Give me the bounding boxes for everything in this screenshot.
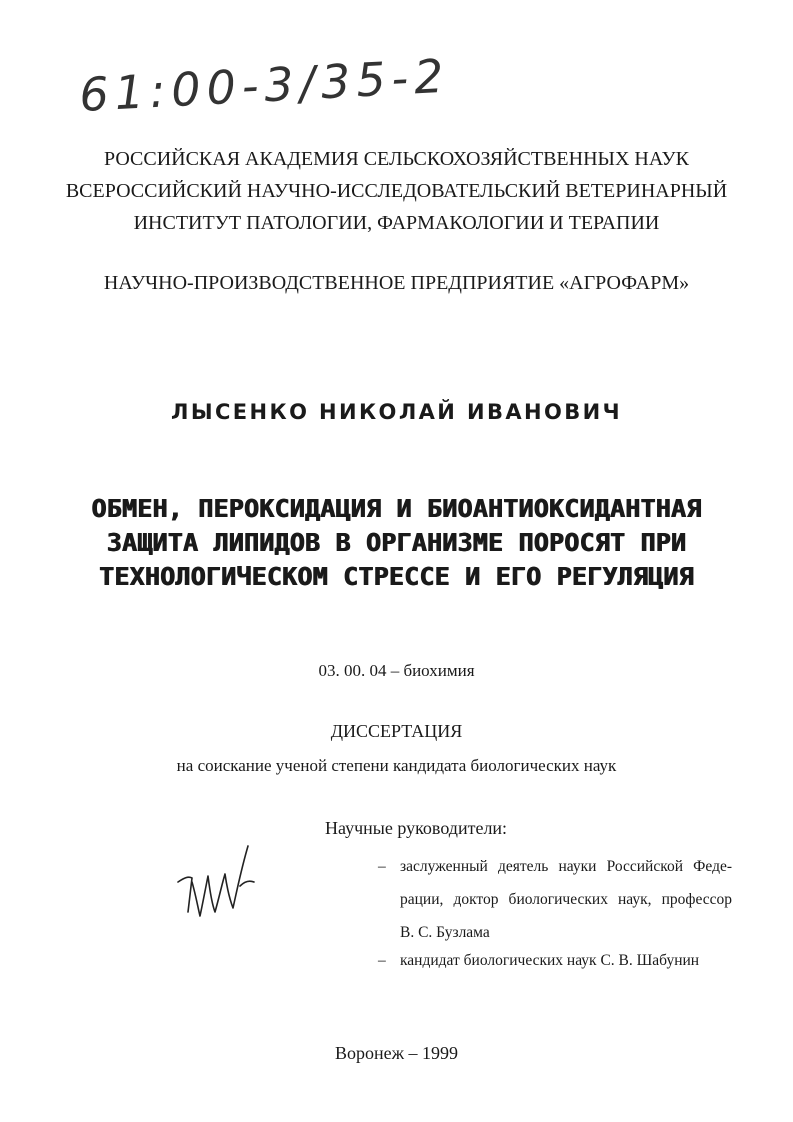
supervisor-1-dash: – <box>378 858 386 875</box>
title-line-2: ЗАЩИТА ЛИПИДОВ В ОРГАНИЗМЕ ПОРОСЯТ ПРИ <box>106 528 687 557</box>
archive-code-handwritten: 61:00-3/35-2 <box>78 48 451 122</box>
supervisor-1-line-3: В. С. Бузлама <box>400 924 490 941</box>
supervisors-heading: Научные руководители: <box>325 818 508 838</box>
signature-image <box>170 842 260 927</box>
work-type: ДИССЕРТАЦИЯ <box>330 721 463 741</box>
header-line-3: ИНСТИТУТ ПАТОЛОГИИ, ФАРМАКОЛОГИИ И ТЕРАПИИ <box>133 212 660 234</box>
header-line-2: ВСЕРОССИЙСКИЙ НАУЧНО-ИССЛЕДОВАТЕЛЬСКИЙ ВЕТЕРИНАРНЫЙ <box>65 180 728 202</box>
supervisor-1-line-2: рации, доктор биологических наук, профессор <box>400 891 732 908</box>
specialty-code: 03. 00. 04 – биохимия <box>318 661 475 680</box>
supervisor-2-line-1: кандидат биологических наук С. В. Шабунин <box>400 952 700 969</box>
supervisor-1-line-1: заслуженный деятель науки Российской Феде- <box>400 858 732 875</box>
organization-name: НАУЧНО-ПРОИЗВОДСТВЕННОЕ ПРЕДПРИЯТИЕ «АГРОФАРМ» <box>103 272 690 294</box>
title-line-1: ОБМЕН, ПЕРОКСИДАЦИЯ И БИОАНТИОКСИДАНТНАЯ <box>91 494 702 523</box>
title-line-3: ТЕХНОЛОГИЧЕСКОМ СТРЕССЕ И ЕГО РЕГУЛЯЦИЯ <box>99 562 694 591</box>
header-line-1: РОССИЙСКАЯ АКАДЕМИЯ СЕЛЬСКОХОЗЯЙСТВЕННЫХ НАУК <box>103 148 690 170</box>
degree-statement: на соискание ученой степени кандидата биологических наук <box>176 756 617 775</box>
author-name: ЛЫСЕНКО НИКОЛАЙ ИВАНОВИЧ <box>170 400 623 424</box>
city-year: Воронеж – 1999 <box>334 1043 459 1063</box>
supervisor-2-dash: – <box>378 952 386 969</box>
